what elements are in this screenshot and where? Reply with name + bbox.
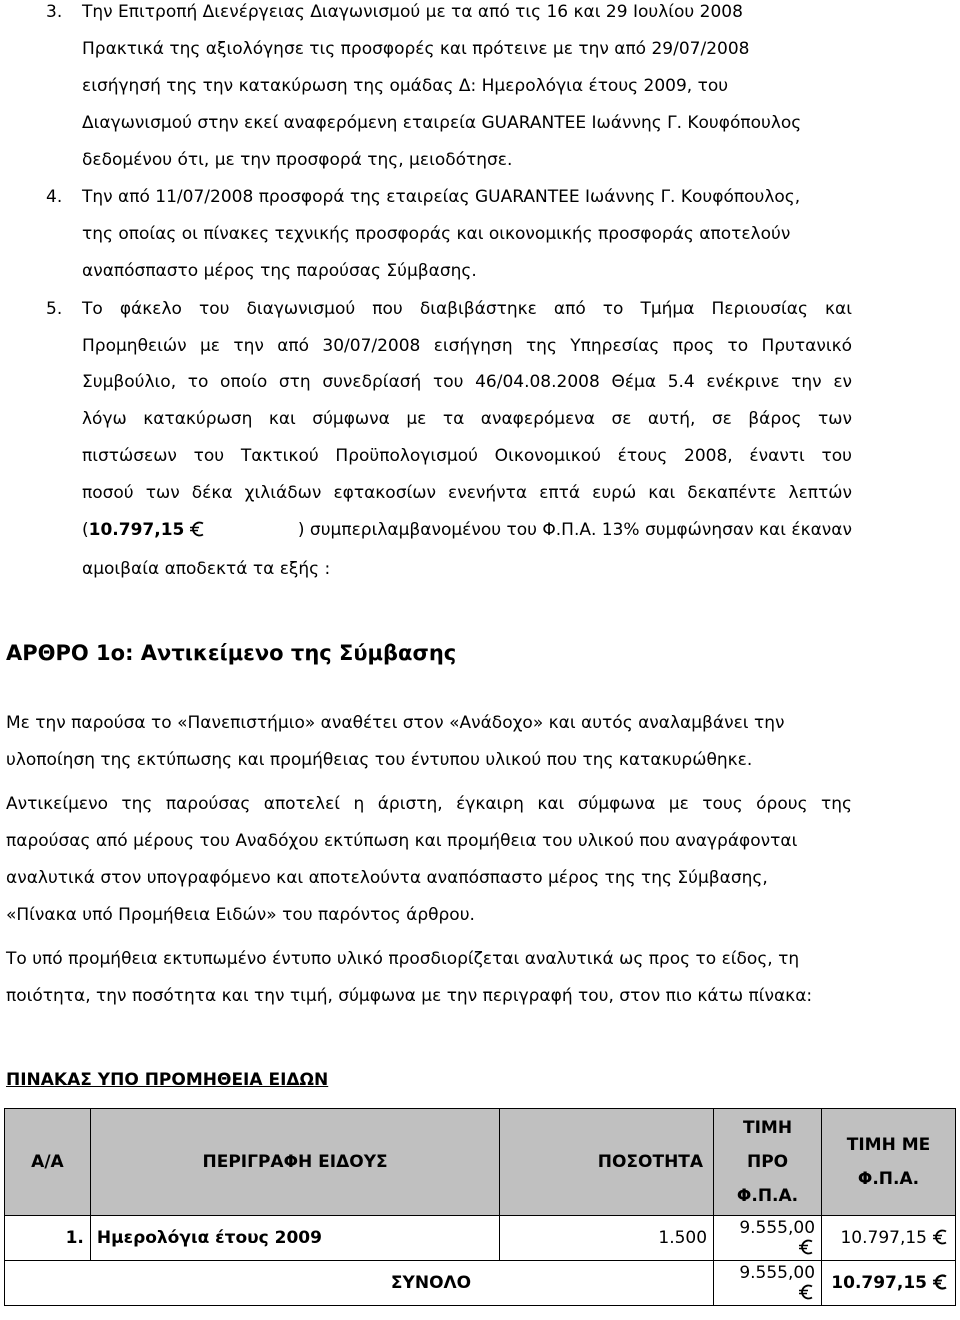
- article-para2-line-2: παρούσας από μέρους του Αναδόχου εκτύπωση και προμήθεια του υλικού που αναγράφονται: [6, 831, 798, 851]
- row-description: Ημερολόγια έτους 2009: [90, 1216, 499, 1261]
- amount-value: 10.797,15: [88, 520, 185, 540]
- header-aa: Α/Α: [5, 1109, 91, 1216]
- total-price-with-vat: 10.797,15: [822, 1261, 956, 1306]
- table-total-row: [5, 1261, 956, 1306]
- total-price-pre-vat: 9.555,00: [714, 1261, 822, 1306]
- items-table: [4, 1108, 956, 1306]
- table-title: ΠΙΝΑΚΑΣ ΥΠΟ ΠΡΟΜΗΘΕΙΑ ΕΙΔΩΝ: [6, 1070, 329, 1090]
- euro-icon: [931, 1274, 949, 1290]
- amount-rest: ) συμπεριλαμβανομένου του Φ.Π.Α. 13% συμφώνησαν και έκαναν: [297, 520, 852, 540]
- item-4-line-2: της οποίας οι πίνακες τεχνικής προσφοράς και οικονομικής προσφοράς αποτελούν: [82, 224, 791, 244]
- header-price-pre-vat: ΤΙΜΗ ΠΡΟ Φ.Π.Α.: [714, 1109, 822, 1216]
- row-aa: 1.: [5, 1216, 91, 1261]
- item-5-amount-line: [82, 518, 852, 542]
- article-para2-line-1: Αντικείμενο της παρούσας αποτελεί η άριστη, έγκαιρη και σύμφωνα με τους όρους της: [6, 794, 852, 814]
- total-label: ΣΥΝΟΛΟ: [5, 1261, 714, 1306]
- item-3-line-1: Την Επιτροπή Διενέργειας Διαγωνισμού με τα από τις 16 και 29 Ιουλίου 2008: [82, 2, 743, 22]
- article-para1-line-2: υλοποίηση της εκτύπωσης και προμήθειας του έντυπου υλικού που της κατακυρώθηκε.: [6, 750, 753, 770]
- item-4-number: 4.: [46, 187, 63, 207]
- amount-group: (10.797,15: [82, 518, 206, 542]
- article-title: ΑΡΘΡΟ 1ο: Αντικείμενο της Σύμβασης: [6, 641, 457, 665]
- item-3-line-5: δεδομένου ότι, με την προσφορά της, μειοδότησε.: [82, 150, 513, 170]
- euro-icon: [797, 1284, 815, 1300]
- item-4-line-3: αναπόσπαστο μέρος της παρούσας Σύμβασης.: [82, 261, 477, 281]
- article-para3-line-2: ποιότητα, την ποσότητα και την τιμή, σύμφωνα με την περιγραφή του, στον πιο κάτω πίνακα:: [6, 986, 813, 1006]
- item-4-line-1: Την από 11/07/2008 προσφορά της εταιρείας GUARANTEE Ιωάννης Γ. Κουφόπουλος,: [82, 187, 801, 207]
- row-price-pre-vat: 9.555,00: [714, 1216, 822, 1261]
- item-5-line-3: Συμβούλιο, το οποίο στη συνεδρίασή του 46/04.08.2008 Θέμα 5.4 ενέκρινε την εν: [82, 372, 852, 392]
- article-para2-line-4: «Πίνακα υπό Προμήθεια Ειδών» του παρόντος άρθρου.: [6, 905, 475, 925]
- header-description: ΠΕΡΙΓΡΑΦΗ ΕΙΔΟΥΣ: [90, 1109, 499, 1216]
- item-5-line-4: λόγω κατακύρωση και σύμφωνα με τα αναφερόμενα σε αυτή, σε βάρος των: [82, 409, 852, 429]
- table-header-row: [5, 1109, 956, 1216]
- article-para3-line-1: Το υπό προμήθεια εκτυπωμένο έντυπο υλικό προσδιορίζεται αναλυτικά ως προς το είδος, τη: [6, 949, 800, 969]
- euro-icon: [188, 521, 206, 537]
- article-para2-line-3: αναλυτικά στον υπογραφόμενο και αποτελούντα αναπόσπαστο μέρος της της Σύμβασης,: [6, 868, 768, 888]
- article-para1-line-1: Με την παρούσα το «Πανεπιστήμιο» αναθέτει στον «Ανάδοχο» και αυτός αναλαμβάνει την: [6, 713, 785, 733]
- item-5-line-6: ποσού των δέκα χιλιάδων εφτακοσίων ενενήντα επτά ευρώ και δεκαπέντε λεπτών: [82, 483, 852, 503]
- item-5-number: 5.: [46, 299, 63, 319]
- table-row: [5, 1216, 956, 1261]
- header-price-with-vat: ΤΙΜΗ ΜΕ Φ.Π.Α.: [822, 1109, 956, 1216]
- header-quantity: ΠΟΣΟΤΗΤΑ: [500, 1109, 714, 1216]
- row-price-with-vat: 10.797,15: [822, 1216, 956, 1261]
- item-5-line-5: πιστώσεων του Τακτικού Προϋπολογισμού Οικονομικού έτους 2008, έναντι του: [82, 446, 852, 466]
- item-5-line-2: Προμηθειών με την από 30/07/2008 εισήγηση της Υπηρεσίας προς το Πρυτανικό: [82, 336, 852, 356]
- euro-icon: [931, 1229, 949, 1245]
- euro-icon: [797, 1239, 815, 1255]
- row-quantity: 1.500: [500, 1216, 714, 1261]
- item-5-closing: αμοιβαία αποδεκτά τα εξής :: [82, 559, 331, 579]
- item-5-line-1: Το φάκελο του διαγωνισμού που διαβιβάστηκε από το Τμήμα Περιουσίας και: [82, 299, 852, 319]
- item-3-line-2: Πρακτικά της αξιολόγησε τις προσφορές και πρότεινε με την από 29/07/2008: [82, 39, 750, 59]
- item-3-line-3: εισήγησή της την κατακύρωση της ομάδας Δ: Ημερολόγια έτους 2009, του: [82, 76, 729, 96]
- item-3-line-4: Διαγωνισμού στην εκεί αναφερόμενη εταιρεία GUARANTEE Ιωάννης Γ. Κουφόπουλος: [82, 113, 802, 133]
- item-3-number: 3.: [46, 2, 63, 22]
